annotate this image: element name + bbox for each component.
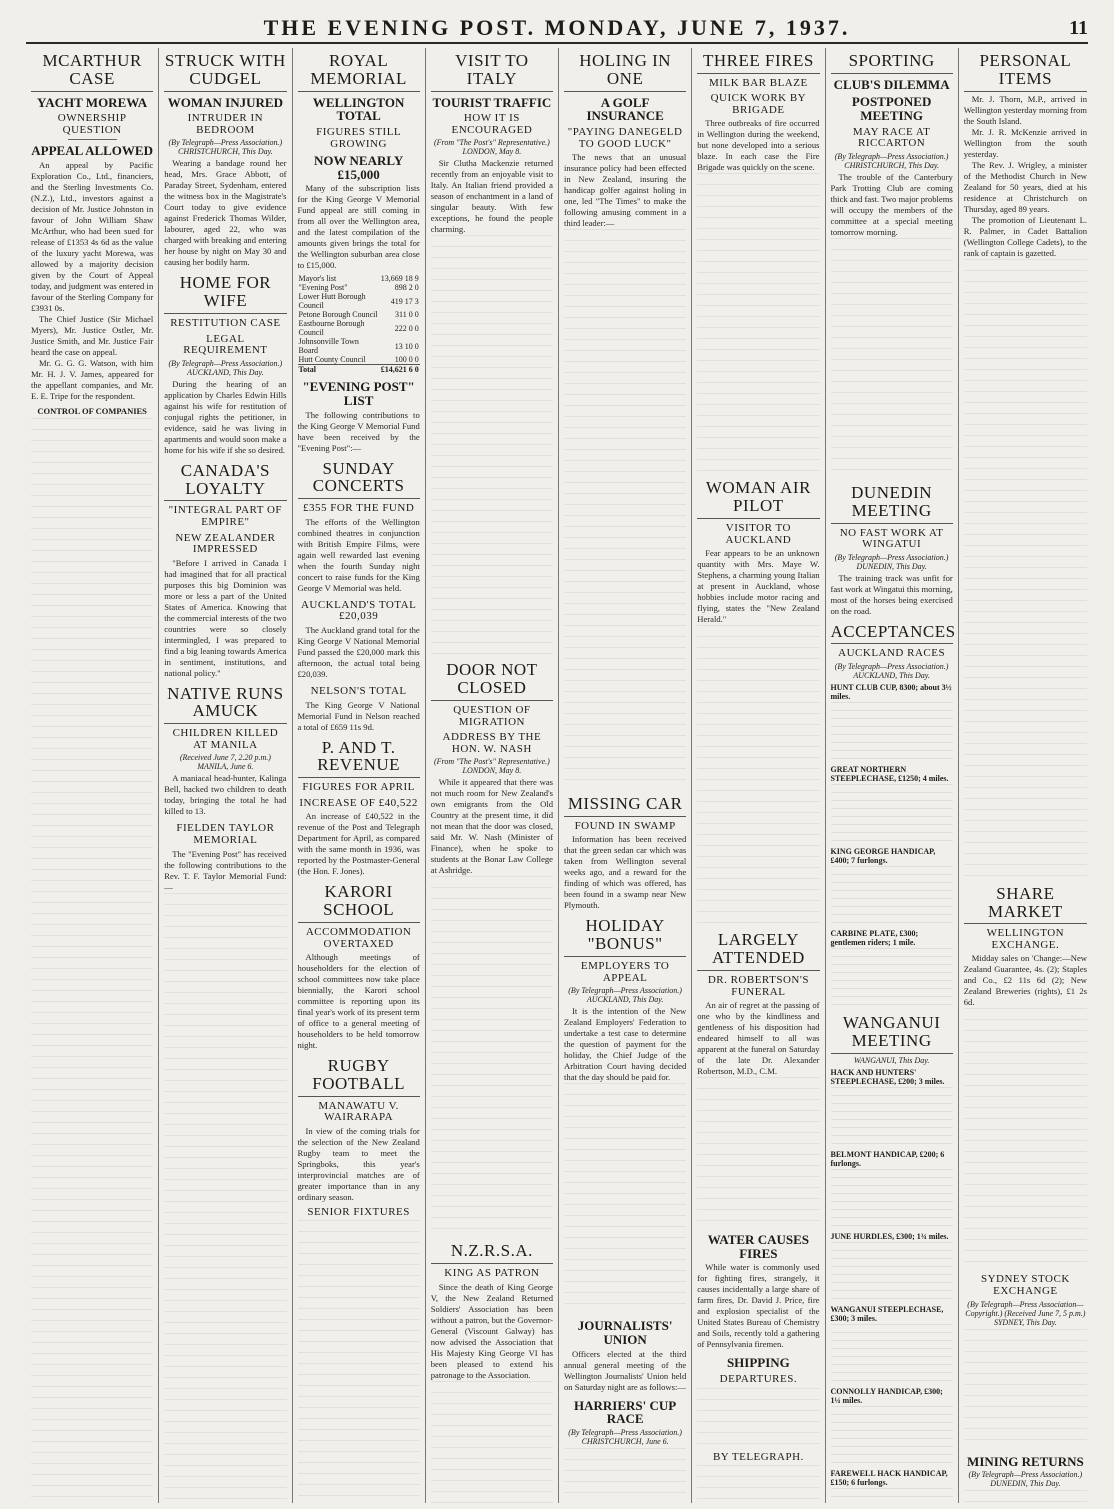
article-body: Sir Clutha Mackenzie returned recently from an enjoyable visit to Italy. An Italian friend provided a season of enchantment in a land of singular beauty. With few exceptions, he found the people charming. <box>430 158 553 235</box>
race-title: BELMONT HANDICAP, £200; 6 furlongs. <box>830 1149 945 1168</box>
subscription-row <box>298 283 420 292</box>
article-text-continuation <box>431 1381 553 1503</box>
subheadline: POSTPONED MEETING <box>851 94 932 124</box>
article-body: Wearing a bandage round her head, Mrs. Grace Abbott, of Paraday Street, Sydenham, entered the witness box in the Magistrate's Court today to give evidence against Frederick Thomas Wilder, labourer, aged 22, who was charged with breaking and entering her house by night on May 30 and causing her bodily harm. <box>164 158 287 268</box>
subheadline: VISITOR TO AUCKLAND <box>725 522 792 546</box>
article-nzrsa <box>431 1242 553 1503</box>
subheadline: QUESTION OF MIGRATION <box>453 704 531 728</box>
headline: PERSONAL ITEMS <box>964 52 1087 92</box>
subscription-amount: 311 0 0 <box>395 310 419 320</box>
subscription-amount: 100 0 0 <box>394 355 419 365</box>
headline: N.Z.R.S.A. <box>431 1242 553 1264</box>
subheadline: CHILDREN KILLED AT MANILA <box>172 727 279 751</box>
headline: SHARE MARKET <box>964 885 1087 925</box>
article-body: The Auckland grand total for the King George V National Memorial Fund passed the £20,000 mark this afternoon, the actual total being £20,039. <box>297 624 420 679</box>
dateline: WANGANUI, This Day. <box>853 1055 930 1065</box>
subheadline: MILK BAR BLAZE <box>709 76 808 89</box>
subscription-row <box>298 355 420 365</box>
headline: FIELDEN TAYLOR MEMORIAL <box>176 822 275 846</box>
dateline: (From "The Post's" Representative.) LONDON, May 8. <box>433 138 550 157</box>
subheadline: MANAWATU V. WAIRARAPA <box>318 1099 399 1124</box>
subheadline: TOURIST TRAFFIC <box>432 94 552 110</box>
article-visit-to-italy <box>431 52 553 655</box>
subscription-amount: 13 10 0 <box>394 341 419 351</box>
article-body: The training track was unfit for fast work at Wingatui this morning, most of the horses being exercised on the road. <box>830 572 953 616</box>
article-karori-school <box>298 883 420 1051</box>
divider <box>68 139 117 140</box>
subheadline: HOW IT IS ENCOURAGED <box>451 112 533 136</box>
subheadline: YACHT MOREWA <box>37 94 148 110</box>
race-list <box>831 683 953 1008</box>
article-nelsons-total <box>298 686 420 733</box>
article-holiday-bonus <box>564 917 686 1313</box>
subscription-amount: 898 2 0 <box>394 283 419 293</box>
subheadline: FIGURES STILL GROWING <box>316 125 402 150</box>
article-text-continuation <box>697 173 819 473</box>
article-rugby-football <box>298 1057 420 1503</box>
article-body: The efforts of the Wellington combined theatres in conjunction with British Empire Films, were again well rewarded last evening when the fourth Sunday night concert to raise funds for the King George V Memorial was held. <box>297 516 420 593</box>
newspaper-columns <box>26 48 1092 1503</box>
race-entries <box>831 784 953 844</box>
subscriber-name: Hutt County Council <box>298 355 366 365</box>
article-text-continuation <box>431 235 553 655</box>
subscription-total-row <box>298 365 420 375</box>
article-body: Many of the subscription lists for the King George V Memorial Fund appeal are still coming in from all over the Wellington area, and the latest compilation of the amounts given brings the total for the Wellington suburban area close to £15,000. <box>297 183 420 271</box>
subheadline: NEW ZEALANDER IMPRESSED <box>175 531 276 556</box>
race-entries <box>831 1406 953 1466</box>
article-water-causes-fires <box>697 1233 819 1350</box>
subscriber-name: Johnsonville Town Board <box>298 337 359 356</box>
article-door-not-closed <box>431 661 553 1236</box>
headline: ROYAL MEMORIAL <box>298 52 420 92</box>
column-4 <box>426 48 559 1503</box>
article-body: An increase of £40,522 in the revenue of the Post and Telegraph Department for April, as compared with the same month in 1936, was reported by the Postmaster-General (the Hon. F. Jones). <box>297 811 420 877</box>
headline: VISIT TO ITALY <box>431 52 553 92</box>
subheadline: "INTEGRAL PART OF EMPIRE" <box>168 504 283 528</box>
race-entries <box>831 1488 953 1503</box>
headline: LARGELY ATTENDED <box>697 931 819 971</box>
article-body: In view of the coming trials for the selection of the New Zealand Rugby team to meet the Springboks, this year's interprovincial matches are of greater importance than in any ordinary season. <box>297 1125 420 1202</box>
subheadline: SENIOR FIXTURES <box>307 1205 410 1218</box>
dateline: (By Telegraph—Press Association.) DUNEDIN, This Day. <box>834 552 949 571</box>
subheadline: FIGURES FOR APRIL <box>302 781 415 794</box>
subheadline: INCREASE OF £40,522 <box>299 796 418 809</box>
headline: DUNEDIN MEETING <box>831 484 953 524</box>
subheadline: INTRUDER IN BEDROOM <box>187 112 264 136</box>
article-harriers-cup-race <box>564 1399 686 1503</box>
race-entries <box>831 1242 953 1302</box>
subscription-amount: 13,669 18 9 <box>380 274 419 284</box>
headline: STRUCK WITH CUDGEL <box>164 52 286 92</box>
headline: SPORTING <box>831 52 953 74</box>
subheadline: MAY RACE AT RICCARTON <box>852 125 931 150</box>
article-body: Mr. J. Thorn, M.P., arrived in Wellington yesterday morning from the South Island. <box>963 93 1087 126</box>
column-7 <box>826 48 959 1503</box>
total-amount: £14,621 6 0 <box>380 365 419 375</box>
headline: SYDNEY STOCK EXCHANGE <box>980 1273 1070 1298</box>
race-title: GREAT NORTHERN STEEPLECHASE, £1250; 4 miles. <box>830 765 949 784</box>
article-sporting <box>831 52 953 478</box>
subheadline: EMPLOYERS TO APPEAL <box>580 960 670 984</box>
article-body: An air of regret at the passing of one who by the kindliness and gentleness of his disposition had endeared himself to all was apparent at the funeral on Saturday of the late Dr. Alexander Robertson, M.D., C.M. <box>697 1000 820 1077</box>
column-6 <box>692 48 825 1503</box>
article-canadas-loyalty <box>164 462 286 679</box>
subheadline: OWNERSHIP QUESTION <box>57 112 127 136</box>
subscription-row <box>298 337 420 355</box>
headline: KARORI SCHOOL <box>298 883 420 923</box>
article-body: Midday sales on 'Change:—New Zealand Guarantee, 4s. (2); Staples and Co., £2 11s 6d (2); New Zealand Breweries (rights), £1 2s 6d. <box>963 953 1087 1008</box>
article-body: Mr. G. G. G. Watson, with him Mr. H. J. V. James, appeared for the appellant companies, and Mr. E. E. Tripe for the respondent. <box>31 358 154 402</box>
headline: MINING RETURNS <box>967 1453 1084 1469</box>
article-share-market <box>964 885 1087 1269</box>
dateline: (Received June 7, 2.20 p.m.) MANILA, June 6. <box>179 753 271 772</box>
article-body: The King George V National Memorial Fund in Nelson reached a total of £659 11s 9d. <box>297 699 420 732</box>
article-body: The promotion of Lieutenant L. R. Palmer, in Cadet Battalion (Wellington College Cadets), to the rank of captain is gazetted. <box>963 214 1087 258</box>
section-subhead: CONTROL OF COMPANIES <box>37 406 147 417</box>
article-woman-air-pilot <box>697 479 819 925</box>
subheadline: CLUB'S DILEMMA <box>833 76 950 92</box>
subheadline: QUICK WORK BY BRIGADE <box>710 92 807 116</box>
article-text-continuation <box>964 1490 1087 1503</box>
masthead <box>26 14 1088 44</box>
dateline: (By Telegraph—Press Association.) AUCKLAND, This Day. <box>834 662 949 681</box>
article-body: A maniacal head-hunter, Kalinga Bell, hacked two children to death today, bringing the total he had killed to 13. <box>164 773 287 817</box>
subheadline: WELLINGTON TOTAL <box>312 94 405 124</box>
subheadline: DEPARTURES. <box>719 1372 798 1385</box>
column-1 <box>26 48 159 1503</box>
subscriber-name: Lower Hutt Borough Council <box>298 292 366 311</box>
subscriber-name: Mayor's list <box>298 274 337 284</box>
article-text-continuation <box>564 1448 686 1503</box>
subscription-row <box>298 319 420 337</box>
race-title: JUNE HURDLES, £300; 1¾ miles. <box>830 1231 949 1241</box>
subheadline: "PAYING DANEGELD TO GOOD LUCK" <box>567 125 683 150</box>
headline: HOME FOR WIFE <box>164 274 286 314</box>
subscription-row <box>298 274 420 283</box>
article-holing-in-one <box>564 52 686 789</box>
article-body: Three outbreaks of fire occurred in Wellington during the weekend, but none developed into a serious blaze. In each case the Fire Brigade was quickly on the scene. <box>697 118 820 173</box>
article-body: The following contributions to the King George V Memorial Fund have been received by the "Evening Post":— <box>297 409 420 453</box>
article-text-continuation <box>697 1077 819 1227</box>
subheadline: NO FAST WORK AT WINGATUI <box>839 526 944 551</box>
page-number: 11 <box>1069 16 1088 39</box>
article-body: The "Evening Post" has received the following contributions to the Rev. T. F. Taylor Memorial Fund:— <box>164 848 287 892</box>
article-body: During the hearing of an application by Charles Edwin Hills against his wife for restitution of conjugal rights the petitioner, in evidence, said he was living in apartments and would soon make a home for his wife if she so desired. <box>164 378 287 455</box>
article-body: While water is commonly used for fighting fires, strangely, it causes incidentally a large share of farm fires, Dr. David J. Price, fire and explosion specialist of the United States Bureau of Chemistry and Soils, recently told a gathering of Pennsylvania firemen. <box>697 1262 820 1350</box>
dateline: (By Telegraph—Press Association.) DUNEDIN, This Day. <box>968 1470 1083 1489</box>
article-body: The news that an unusual insurance policy had been effected in New Zealand, insuring the handicap golfer against holing in one, led "The Times" to make the following amusing comment in a third leader:— <box>564 152 687 229</box>
headline: NELSON'S TOTAL <box>310 684 407 697</box>
headline: CANADA'S LOYALTY <box>164 462 286 502</box>
article-missing-car <box>564 795 686 911</box>
article-body: The trouble of the Canterbury Park Trotting Club are coming thick and fast. Two major problems will occupy the members of the committee at a special meeting tomorrow morning. <box>830 171 953 237</box>
subheadline: AUCKLAND RACES <box>838 647 946 660</box>
subheadline: NOW NEARLY £15,000 <box>314 153 404 182</box>
subheadline: A GOLF INSURANCE <box>586 94 664 124</box>
subscriber-name: Eastbourne Borough Council <box>298 319 365 338</box>
article-body: Officers elected at the third annual general meeting of the Wellington Journalists' Union held on Saturday night are as follows:— <box>564 1348 687 1392</box>
article-largely-attended <box>697 931 819 1227</box>
subheadline: WELLINGTON EXCHANGE. <box>986 927 1065 951</box>
race-title: CARBINE PLATE, £300; gentlemen riders; 1 mile. <box>830 929 919 948</box>
article-royal-memorial <box>298 52 420 374</box>
article-body: The Chief Justice (Sir Michael Myers), Mr. Justice Ostler, Mr. Justice Smith, and Mr. Justice Fair heard the case on appeal. <box>31 314 154 358</box>
subscriber-name: "Evening Post" <box>298 283 348 293</box>
headline: HOLIDAY "BONUS" <box>564 917 686 957</box>
article-text-continuation <box>697 1388 819 1448</box>
race-title: KING GEORGE HANDICAP, £400; 7 furlongs. <box>830 847 936 866</box>
article-body: Fear appears to be an unknown quantity with Mrs. Maye W. Stephens, a charming young Italian at present in Auckland, whose hobbies include motor racing and flying, states the "New Zealand Herald." <box>697 548 820 625</box>
dateline: (By Telegraph—Press Association.) CHRISTCHURCH, This Day. <box>834 151 949 170</box>
article-text-continuation <box>831 238 953 478</box>
subheadline: LEGAL REQUIREMENT <box>183 332 268 357</box>
article-text-continuation <box>697 625 819 925</box>
article-journalists-union <box>564 1319 686 1392</box>
subheadline: FOUND IN SWAMP <box>574 819 676 832</box>
race-title: HACK AND HUNTERS' STEEPLECHASE, £200; 3 miles. <box>830 1067 945 1086</box>
article-body: An appeal by Pacific Exploration Co., Ltd., financiers, and the Sterling Investments Co. (N.Z.), Ltd., investors against a decision of Mr. Justice Johnston in favour of John William Shaw McArthur, who had been sued for release of £1353 4s 6d as the value of the luxury yacht Morewa, was allowed by a majority decision given by the Court of Appeal today, and judgment was entered in favour of the Sterling Company for £3931 0s. <box>31 160 154 314</box>
article-sydney-stock-exchange <box>964 1274 1087 1448</box>
subheadline: APPEAL ALLOWED <box>31 143 153 159</box>
race-entries <box>831 1169 953 1229</box>
subscriber-name: Petone Borough Council <box>298 310 378 320</box>
article-struck-with-cudgel <box>164 52 286 268</box>
article-body: Although meetings of householders for the election of school committees now take place biennially, the Karori school committee is reporting upon its final year's work of its present term of office to a general meeting of householders to be held tomorrow night. <box>297 952 420 1051</box>
subscription-amount: 222 0 0 <box>394 323 419 333</box>
race-title: CONNOLLY HANDICAP, £300; 1¼ miles. <box>830 1386 943 1405</box>
subheadline: WOMAN INJURED <box>167 94 283 110</box>
article-wanganui-meeting <box>831 1014 953 1503</box>
race-entries <box>831 1087 953 1147</box>
article-personal-items <box>964 52 1087 879</box>
total-label: Total <box>298 365 380 375</box>
article-text-continuation <box>298 1220 420 1503</box>
headline: JOURNALISTS' UNION <box>577 1318 673 1347</box>
article-shipping <box>697 1356 819 1503</box>
race-entries <box>831 866 953 926</box>
subscription-row <box>298 310 420 319</box>
article-home-for-wife <box>164 274 286 455</box>
article-native-runs-amuck <box>164 685 286 818</box>
column-8 <box>959 48 1092 1503</box>
race-title: HUNT CLUB CUP, 8300; about 3½ miles. <box>830 683 952 702</box>
headline: NATIVE RUNS AMUCK <box>164 685 286 725</box>
subheadline: ADDRESS BY THE HON. W. NASH <box>442 731 542 755</box>
article-evening-post-list <box>298 380 420 453</box>
article-text-continuation <box>431 876 553 1236</box>
headline: THREE FIRES <box>697 52 819 74</box>
subheadline: DR. ROBERTSON'S FUNERAL <box>707 973 809 998</box>
headline: "EVENING POST" LIST <box>302 379 415 408</box>
headline: MCARTHUR CASE <box>31 52 153 92</box>
article-text-continuation <box>31 418 153 1503</box>
race-entries <box>831 948 953 1008</box>
race-list <box>831 1068 953 1503</box>
headline: WOMAN AIR PILOT <box>697 479 819 519</box>
subheadline: RESTITUTION CASE <box>170 317 281 330</box>
article-text-continuation <box>164 893 286 1504</box>
headline: HARRIERS' CUP RACE <box>574 1397 677 1427</box>
headline: RUGBY FOOTBALL <box>298 1057 420 1097</box>
article-text-continuation <box>964 1329 1087 1449</box>
article-text-continuation <box>964 1008 1087 1268</box>
dateline: (By Telegraph—Press Association—Copyright.) (Received June 7, 5 p.m.) SYDNEY, This Day. <box>965 1299 1086 1327</box>
subscription-row <box>298 292 420 310</box>
subheadline: ACCOMMODATION OVERTAXED <box>305 925 412 950</box>
column-3 <box>293 48 426 1503</box>
headline: SUNDAY CONCERTS <box>298 460 420 500</box>
race-entries <box>831 702 953 762</box>
headline: HOLING IN ONE <box>564 52 686 92</box>
article-body: Information has been received that the green sedan car which was taken from Wellington several weeks ago, and a reward for the finding of which was offered, has been found in a swamp near New Plymouth. <box>564 834 687 911</box>
race-title: WANGANUI STEEPLECHASE, £300; 3 miles. <box>830 1304 944 1323</box>
article-text-continuation <box>564 229 686 789</box>
newspaper-title: THE EVENING POST. MONDAY, JUNE 7, 1937. <box>263 15 851 40</box>
subheadline: BY TELEGRAPH. <box>712 1450 804 1463</box>
article-dunedin-meeting <box>831 484 953 617</box>
article-body: The Rev. J. Wrigley, a minister of the Methodist Church in New Zealand for 50 years, died at his residence at Christchurch on Thursday, aged 89 years. <box>963 159 1087 214</box>
column-5 <box>559 48 692 1503</box>
article-acceptances <box>830 621 956 1008</box>
headline: WATER CAUSES FIRES <box>707 1232 809 1261</box>
column-2 <box>159 48 292 1503</box>
article-aucklands-total <box>298 600 420 680</box>
dateline: (From "The Post's" Representative.) LONDON, May 8. <box>433 757 550 776</box>
race-title: FAREWELL HACK HANDICAP, £150; 6 furlongs. <box>830 1468 948 1487</box>
article-text-continuation <box>697 1465 819 1503</box>
headline: AUCKLAND'S TOTAL £20,039 <box>300 598 417 623</box>
headline: DOOR NOT CLOSED <box>431 661 553 701</box>
dateline: (By Telegraph—Press Association.) AUCKLAND, This Day. <box>568 986 682 1005</box>
headline: P. AND T. REVENUE <box>298 739 420 779</box>
headline: WANGANUI MEETING <box>831 1014 953 1054</box>
article-p-and-t-revenue <box>298 739 420 878</box>
article-fielden-taylor-memorial <box>164 823 286 1503</box>
article-mining-returns <box>964 1455 1087 1503</box>
headline: ACCEPTANCES <box>831 623 953 645</box>
dateline: (By Telegraph—Press Association.) CHRISTCHURCH, June 6. <box>568 1427 682 1446</box>
article-body: While it appeared that there was not much room for New Zealand's own emigrants from the Old Country at the present time, it did not mean that the door was closed, said Mr. W. Nash (Minister of Finance), when he spoke to students at the Bonar Law College at Ashridge. <box>430 777 553 876</box>
article-sunday-concerts <box>298 460 420 594</box>
headline: MISSING CAR <box>564 795 686 817</box>
subheadline: KING AS PATRON <box>444 1267 540 1280</box>
dateline: (By Telegraph—Press Association.) AUCKLAND, This Day. <box>168 358 283 377</box>
dateline: (By Telegraph—Press Association.) CHRISTCHURCH, This Day. <box>168 138 283 157</box>
subscription-amount: 419 17 3 <box>390 296 419 306</box>
article-text-continuation <box>564 1083 686 1313</box>
headline: SHIPPING <box>726 1355 790 1371</box>
article-three-fires <box>697 52 819 473</box>
article-body: "Before I arrived in Canada I had imagined that for all practical purposes this big Dominion was more or less a part of the United States of America. Knowing that the commercial interests of the two countries were so closely intermingled, I was prepared to find a big leaning towards America in sentiment, institutions, and national policy." <box>164 557 287 678</box>
article-body: Since the death of King George V, the New Zealand Returned Soldiers' Association has been without a patron, but the Governor-General (Viscount Galway) has now advised the Association that His Majesty King George VI has been pleased to extend his patronage to the Association. <box>430 1281 553 1380</box>
article-body: It is the intention of the New Zealand Employers' Federation to undertake a test case to determine the question of payment for the holiday, the Chief Judge of the Arbitration Court having decided that the day should be paid for. <box>564 1006 687 1083</box>
article-text-continuation <box>964 259 1087 879</box>
subheadline: £355 FOR THE FUND <box>302 502 415 515</box>
race-entries <box>831 1324 953 1384</box>
article-mcarthur-case <box>31 52 153 1503</box>
article-body: Mr. J. R. McKenzie arrived in Wellington from the south yesterday. <box>963 126 1087 159</box>
subscription-table <box>298 274 420 374</box>
